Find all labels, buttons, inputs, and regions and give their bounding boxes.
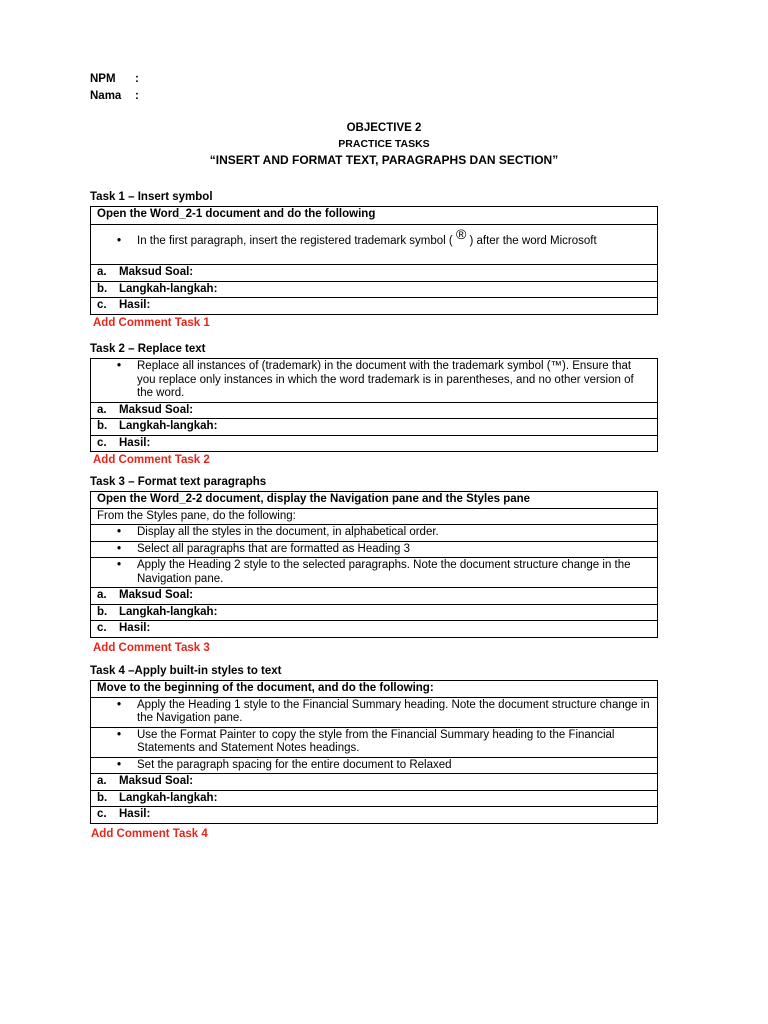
task2-langkah-row [91,419,658,436]
task1-add-comment[interactable]: Add Comment Task 1 [93,317,210,329]
nama-label: Nama [90,90,122,102]
hasil-label: Hasil: [119,436,151,449]
task2-maksud-row [91,402,658,419]
task3-add-comment[interactable]: Add Comment Task 3 [93,642,210,654]
hasil-label: Hasil: [119,299,151,311]
task4-maksud-row [91,774,658,791]
practice-title: PRACTICE TASKS [338,138,430,150]
task2-bullet-text: Replace all instances of (trademark) in the document with the trademark symbol (™). Ensure that you replace only instances in which the word trademark is in parentheses, and no other version of the word. [137,360,634,399]
langkah-label: Langkah-langkah: [119,605,218,618]
task3-bullet-text: Select all paragraphs that are formatted as Heading 3 [137,542,410,555]
bullet-dot: • [117,526,122,538]
task1-bullet-pre: In the first paragraph, insert the registered trademark symbol ( [137,235,456,247]
bullet-dot: • [117,758,122,771]
row-key: c. [97,299,107,311]
task4-intro: Move to the beginning of the document, and do the following: [91,681,658,698]
task1-langkah-row [91,281,658,298]
row-key: a. [97,266,107,278]
task1-title: Task 1 – Insert symbol [90,191,213,203]
row-key: c. [97,808,107,820]
objective-title: OBJECTIVE 2 [346,122,422,134]
maksud-label: Maksud Soal: [119,266,194,278]
task1-table [90,206,658,315]
maksud-label: Maksud Soal: [119,775,194,787]
bullet-dot: • [117,542,122,555]
task3-maksud-row [91,588,658,605]
npm-label-text: NPM [90,73,116,85]
task3-bullet-text: Display all the styles in the document, in alphabetical order. [137,526,439,538]
maksud-label: Maksud Soal: [119,589,194,601]
row-key: a. [97,403,107,416]
task2-table [90,358,658,452]
task4-bullet-2 [91,727,658,757]
task4-bullet-1 [91,697,658,727]
task3-bullet-text: Apply the Heading 2 style to the selected paragraphs. Note the document structure change in the Navigation pane. [137,559,631,585]
registered-symbol: ® [455,226,467,242]
task4-bullet-3 [91,757,658,774]
task2-hasil-row [91,435,658,452]
task2-add-comment[interactable]: Add Comment Task 2 [93,454,210,466]
task3-table [90,491,658,638]
row-key: b. [97,605,108,618]
row-key: a. [97,589,107,601]
task4-bullet-text: Set the paragraph spacing for the entire document to Relaxed [137,758,452,771]
task4-bullet-text: Apply the Heading 1 style to the Financial Summary heading. Note the document structure change in the Navigation pane. [137,698,650,724]
row-key: a. [97,775,107,787]
task4-hasil-row [91,807,658,824]
row-key: c. [97,622,107,634]
task4-bullet-text: Use the Format Painter to copy the style from the Financial Summary heading to the Financial Statements and Statement Notes headings. [137,728,615,754]
task3-intro: Open the Word_2-2 document, display the Navigation pane and the Styles pane [91,492,658,509]
maksud-label: Maksud Soal: [119,403,194,416]
bullet-dot: • [117,728,122,741]
bullet-dot: • [117,559,122,571]
bullet-dot: • [117,235,122,247]
row-key: b. [97,791,108,804]
bullet-dot: • [117,698,122,711]
langkah-label: Langkah-langkah: [119,420,218,432]
hasil-label: Hasil: [119,622,151,634]
task4-add-comment[interactable]: Add Comment Task 4 [91,828,208,840]
task1-maksud-row [91,265,658,282]
task1-bullet-post: ) after the word Microsoft [466,235,597,247]
task3-title: Task 3 – Format text paragraphs [90,476,267,488]
task3-bullet-3 [91,558,658,588]
row-key: b. [97,282,108,295]
langkah-label: Langkah-langkah: [119,791,218,804]
task1-hasil-row [91,298,658,315]
task1-intro: Open the Word_2-1 document and do the following [91,207,658,225]
row-key: c. [97,436,107,449]
task3-langkah-row [91,604,658,621]
task3-bullet-1 [91,525,658,542]
task4-langkah-row [91,790,658,807]
task4-table [90,680,658,824]
hasil-label: Hasil: [119,808,151,820]
page-subtitle: “INSERT AND FORMAT TEXT, PARAGRAPHS DAN SECTION” [209,153,559,167]
task3-intro2: From the Styles pane, do the following: [91,508,658,525]
task2-title: Task 2 – Replace text [90,343,206,355]
bullet-dot: • [117,360,122,372]
task3-bullet-2 [91,541,658,558]
task1-bullet [91,225,658,265]
row-key: b. [97,420,108,432]
task4-title: Task 4 –Apply built-in styles to text [90,665,282,677]
task2-bullet [91,359,658,403]
langkah-label: Langkah-langkah: [119,282,218,295]
npm-colon: : [135,73,139,85]
task3-hasil-row [91,621,658,638]
npm-label [90,73,116,85]
nama-colon: : [135,90,139,102]
